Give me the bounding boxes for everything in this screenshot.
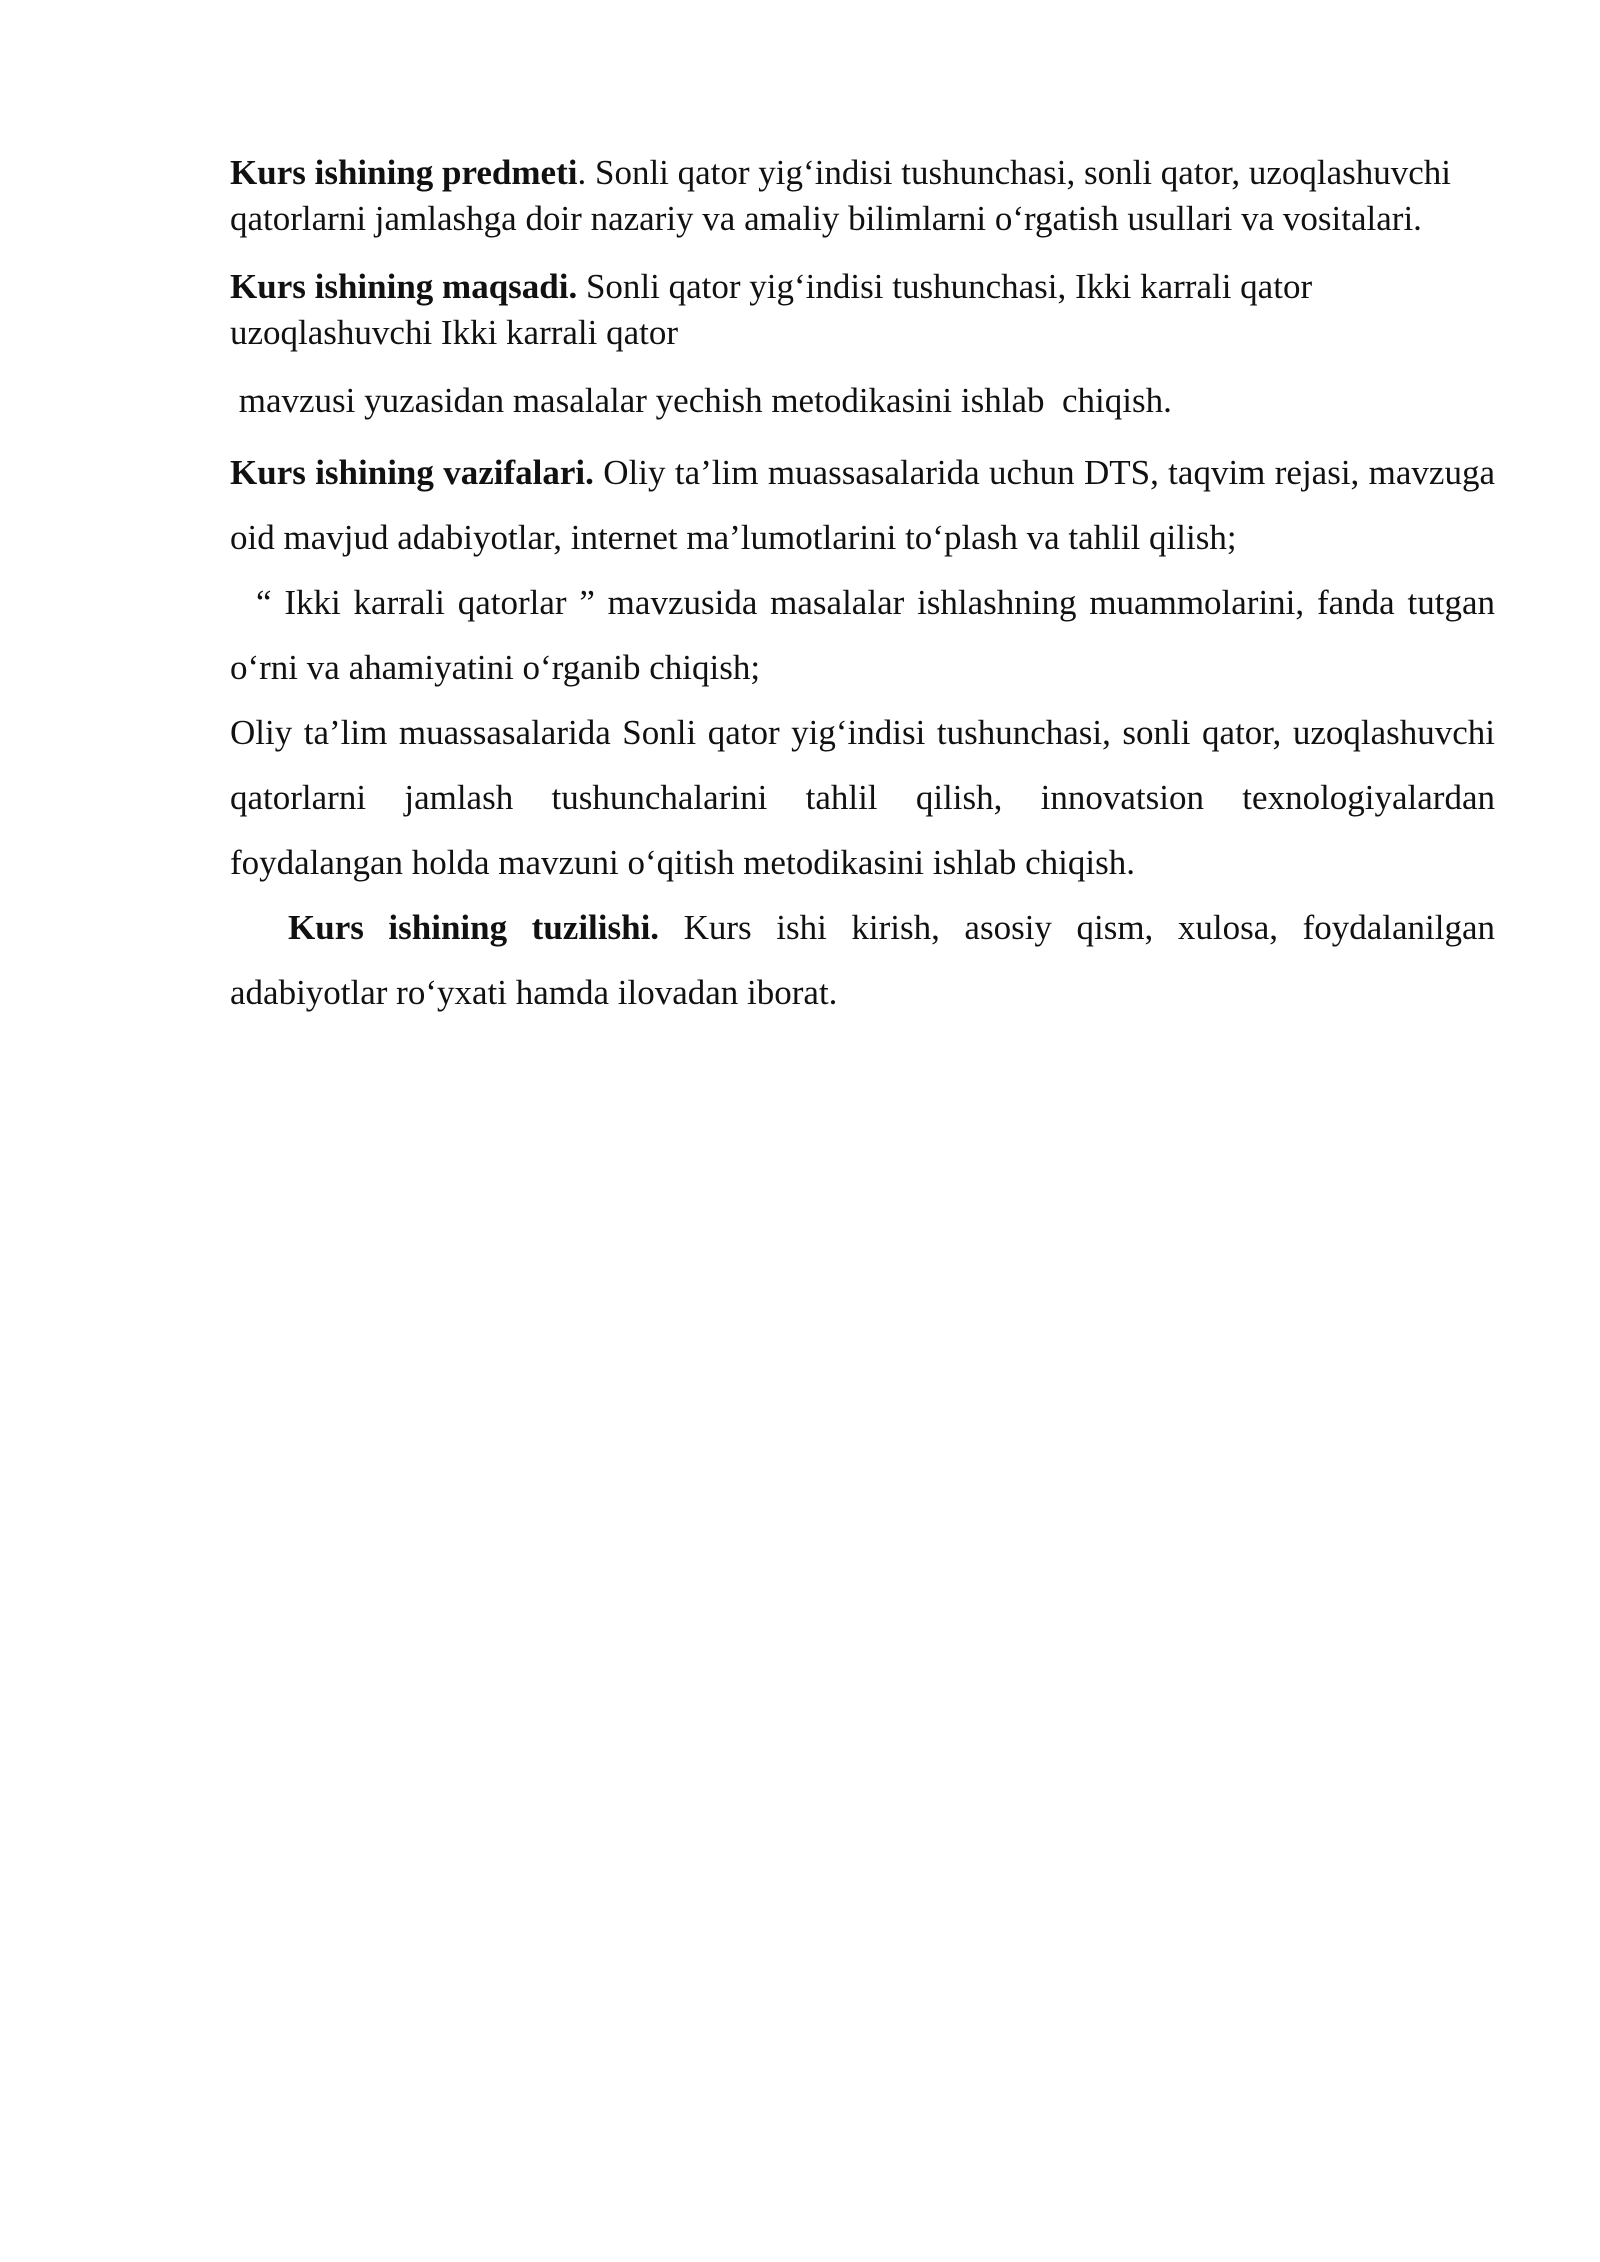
- paragraph-structure: [230, 895, 1495, 1025]
- text-structure: Kurs ishi kirish, asosiy qism, xulosa, foydalanilgan adabiyotlar ro‘yxati hamda ilovadan iborat.: [230, 908, 1495, 1012]
- heading-goal: Kurs ishining maqsadi.: [230, 267, 578, 306]
- text-goal-continued: mavzusi yuzasidan masalalar yechish metodikasini ishlab chiqish.: [230, 381, 1172, 420]
- text-tasks-item-2: “ Ikki karrali qatorlar ” mavzusida masalalar ishlashning muammolarini, fanda tutgan o‘rni va ahamiyatini o‘rganib chiqish;: [230, 583, 1495, 687]
- text-tasks-item-3: Oliy ta’lim muassasalarida Sonli qator yig‘indisi tushunchasi, sonli qator, uzoqlashuvchi qatorlarni jamlash tushunchalarini tahlil qilish, innovatsion texnologiyalardan foydalangan holda mavzuni o‘qitish metodikasini ishlab chiqish.: [230, 713, 1495, 882]
- text-subject: . Sonli qator yig‘indisi tushunchasi, sonli qator, uzoqlashuvchi qatorlarni jamlashga doir nazariy va amaliy bilimlarni o‘rgatish usullari va vositalari.: [230, 153, 1451, 238]
- paragraph-goal: [230, 264, 1495, 356]
- document-body: [230, 150, 1495, 1025]
- heading-structure: Kurs ishining tuzilishi.: [288, 908, 660, 947]
- paragraph-tasks: [230, 440, 1495, 570]
- heading-subject: Kurs ishining predmeti: [230, 153, 578, 192]
- paragraph-tasks-item-2: [230, 570, 1495, 700]
- paragraph-goal-continued: [230, 378, 1495, 424]
- text-goal: Sonli qator yig‘indisi tushunchasi, Ikki karrali qator uzoqlashuvchi Ikki karrali qator: [230, 267, 1313, 352]
- paragraph-tasks-item-3: [230, 700, 1495, 895]
- heading-tasks: Kurs ishining vazifalari.: [230, 453, 594, 492]
- paragraph-subject: [230, 150, 1495, 242]
- text-tasks: Oliy ta’lim muassasalarida uchun DTS, taqvim rejasi, mavzuga oid mavjud adabiyotlar, internet ma’lumotlarini to‘plash va tahlil qilish;: [230, 453, 1495, 557]
